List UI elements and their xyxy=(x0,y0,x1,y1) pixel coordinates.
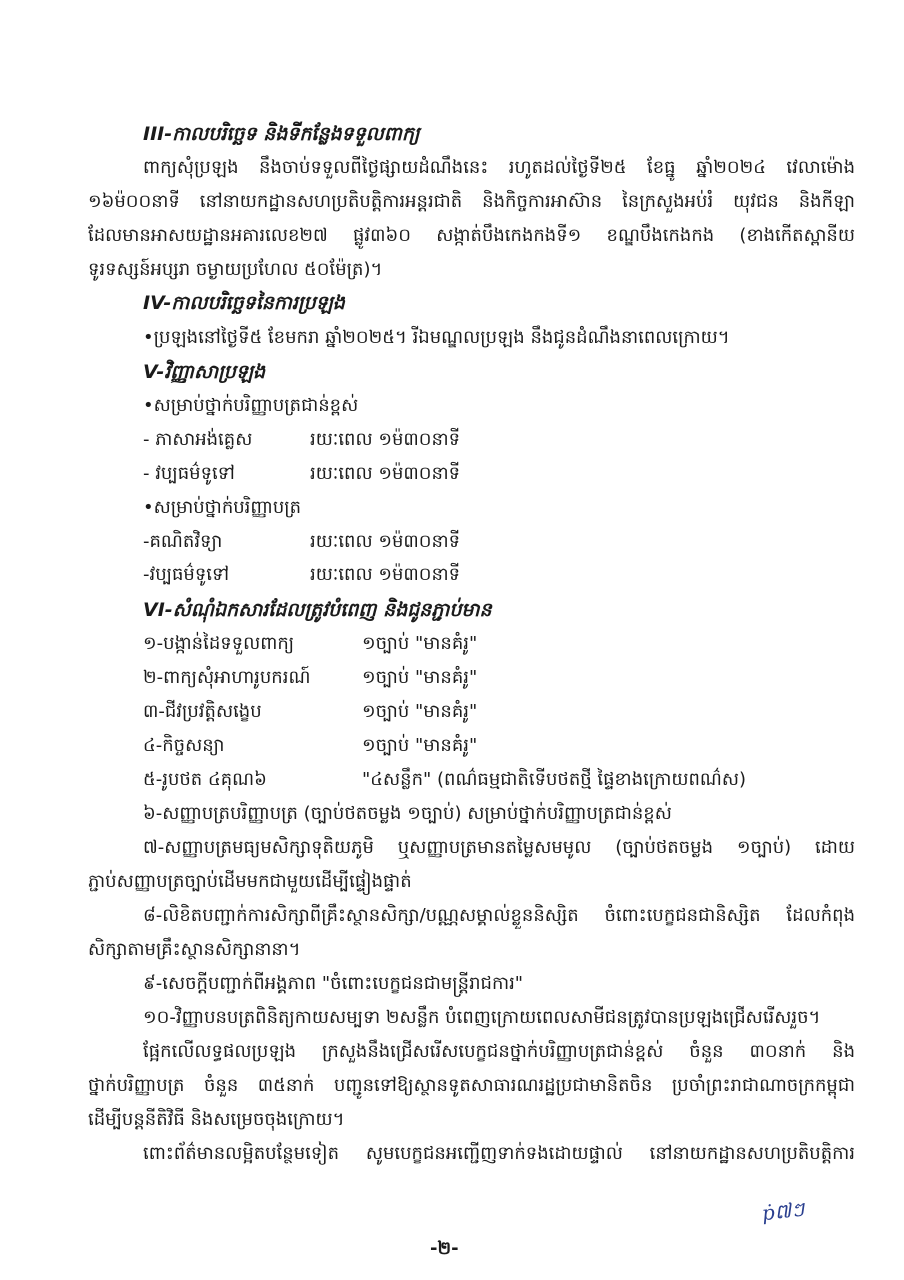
group-2-title: •សម្រាប់ថ្នាក់បរិញ្ញាបត្រ xyxy=(143,497,302,518)
document-item-2-name: ២-ពាក្យសុំអាហារូបករណ៍ xyxy=(143,667,311,688)
section-3-line-2: ១៦ម៉០០នាទី នៅនាយកដ្ឋានសហប្រតិបត្តិការអន្តរជាតិ និងកិច្ចការអាស៊ាន នៃក្រសួងអប់រំ យុវជន និងកីឡា xyxy=(88,191,855,212)
group-1-subject-1: - ភាសាអង់គ្លេស xyxy=(143,429,253,450)
closing-line-1: ផ្អែកលើលទ្ធផលប្រឡង ក្រសួងនឹងជ្រើសរើសបេក្ខជនថ្នាក់បរិញ្ញាបត្រជាន់ខ្ពស់ ចំនួន ៣០នាក់ និង xyxy=(143,1041,855,1062)
document-item-4-qty: ១ច្បាប់ "មានគំរូ" xyxy=(362,735,478,756)
final-line: ពោះព័ត៌មានលម្អិតបន្ថែមទៀត សូមបេក្ខជនអញ្ជើញទាក់ទងដោយផ្ទាល់ នៅនាយកដ្ឋានសហប្រតិបត្តិការ xyxy=(143,1143,855,1164)
section-3-line-1: ពាក្យសុំប្រឡង នឹងចាប់ទទួលពីថ្ងៃផ្សាយដំណឹងនេះ រហូតដល់ថ្ងៃទី២៥ ខែធ្នូ ឆ្នាំ២០២៤ វេលាម៉ោង xyxy=(143,157,855,178)
section-4-heading: IV-កាលបរិច្ឆេទនៃការប្រឡង xyxy=(143,292,345,314)
group-2-subject-2: -វប្បធម៌ទូទៅ xyxy=(143,564,230,585)
document-item-1-qty: ១ច្បាប់ "មានគំរូ" xyxy=(362,633,478,654)
section-6-heading: VI-សំណុំឯកសារដែលត្រូវបំពេញ និងជូនភ្ជាប់មាន xyxy=(143,599,492,621)
section-3-line-4: ទូរទស្សន៍អប្សរា ចម្ងាយប្រហែល ៥០ម៉ែត្រ)។ xyxy=(88,259,383,280)
page-number: -២- xyxy=(430,1238,459,1259)
group-1-duration-1: រយៈពេល ១ម៉៣០នាទី xyxy=(310,429,461,450)
document-item-8-line-1: ៨-លិខិតបញ្ជាក់ការសិក្សាពីគ្រឹះស្ថានសិក្សា/បណ្ណសម្គាល់ខ្លួននិស្សិត ចំពោះបេក្ខជនជានិស្សិត ដែលកំពុង xyxy=(143,905,855,926)
document-item-7-line-1: ៧-សញ្ញាបត្រមធ្យមសិក្សាទុតិយភូមិ ឬសញ្ញាបត្រមានតម្លៃសមមូល (ច្បាប់ថតចម្លង ១ច្បាប់) ដោយ xyxy=(143,837,855,858)
group-2-duration-1: រយៈពេល ១ម៉៣០នាទី xyxy=(310,531,461,552)
document-item-9: ៩-សេចក្ដីបញ្ជាក់ពីអង្គភាព "ចំពោះបេក្ខជនជាមន្ត្រីរាជការ" xyxy=(143,973,524,994)
section-5-heading: V-វិញ្ញាសាប្រឡង xyxy=(143,361,266,383)
closing-line-3: ដើម្បីបន្តនីតិវិធី និងសម្រេចចុងក្រោយ។ xyxy=(88,1109,345,1130)
document-item-10: ១០-វិញ្ញាបនបត្រពិនិត្យកាយសម្បទា ២សន្លឹក បំពេញក្រោយពេលសាមីជនត្រូវបានប្រឡងជ្រើសរើសរួច។ xyxy=(143,1007,821,1028)
document-item-5-name: ៥-រូបថត ៤គុណ៦ xyxy=(143,769,267,790)
closing-line-2: ថ្នាក់បរិញ្ញាបត្រ ចំនួន ៣៥នាក់ បញ្ជូនទៅឱ្យស្ថានទូតសាធារណរដ្ឋប្រជាមានិតចិន ប្រចាំព្រះរាជាណាចក្រកម្ពុជា xyxy=(88,1075,855,1096)
document-item-2-qty: ១ច្បាប់ "មានគំរូ" xyxy=(362,667,478,688)
section-3-line-3: ដែលមានអាសយដ្ឋានអគារលេខ២៧ ផ្លូវ៣៦០ សង្កាត់បឹងកេងកងទី១ ខណ្ឌបឹងកេងកង (ខាងកើតស្ពានីយ xyxy=(88,225,855,246)
group-1-duration-2: រយៈពេល ១ម៉៣០នាទី xyxy=(310,463,461,484)
document-item-5-qty: "៤សន្លឹក" (ពណ៌ធម្មជាតិទើបថតថ្មី ផ្ទៃខាងក្រោយពណ៌ស) xyxy=(362,769,747,790)
document-item-6: ៦-សញ្ញាបត្របរិញ្ញាបត្រ (ច្បាប់ថតចម្លង ១ច្បាប់) សម្រាប់ថ្នាក់បរិញ្ញាបត្រជាន់ខ្ពស់ xyxy=(143,803,672,824)
handwritten-initials: ṗ៧ៗ xyxy=(760,1196,806,1226)
document-item-4-name: ៤-កិច្ចសន្យា xyxy=(143,735,225,756)
group-1-title: •សម្រាប់ថ្នាក់បរិញ្ញាបត្រជាន់ខ្ពស់ xyxy=(143,395,359,416)
document-item-3-qty: ១ច្បាប់ "មានគំរូ" xyxy=(362,701,478,722)
document-item-1-name: ១-បង្កាន់ដៃទទួលពាក្យ xyxy=(143,633,295,654)
document-item-3-name: ៣-ជីវប្រវត្តិសង្ខេប xyxy=(143,701,262,722)
group-1-subject-2: - វប្បធម៌ទូទៅ xyxy=(143,463,235,484)
section-3-heading: III-កាលបរិច្ឆេទ និងទីកន្លែងទទួលពាក្យ xyxy=(143,123,420,145)
document-item-8-line-2: សិក្សាតាមគ្រឹះស្ថានសិក្សានានា។ xyxy=(88,939,301,960)
group-2-duration-2: រយៈពេល ១ម៉៣០នាទី xyxy=(310,564,461,585)
group-2-subject-1: -គណិតវិទ្យា xyxy=(143,531,223,552)
document-item-7-line-2: ភ្ជាប់សញ្ញាបត្រច្បាប់ដើមមកជាមួយដើម្បីផ្ទៀងផ្ទាត់ xyxy=(88,871,412,892)
section-4-exam-date: •ប្រឡងនៅថ្ងៃទី៥ ខែមករា ឆ្នាំ២០២៥។ រីឯមណ្ឌលប្រឡង នឹងជូនដំណឹងនាពេលក្រោយ។ xyxy=(143,327,730,348)
